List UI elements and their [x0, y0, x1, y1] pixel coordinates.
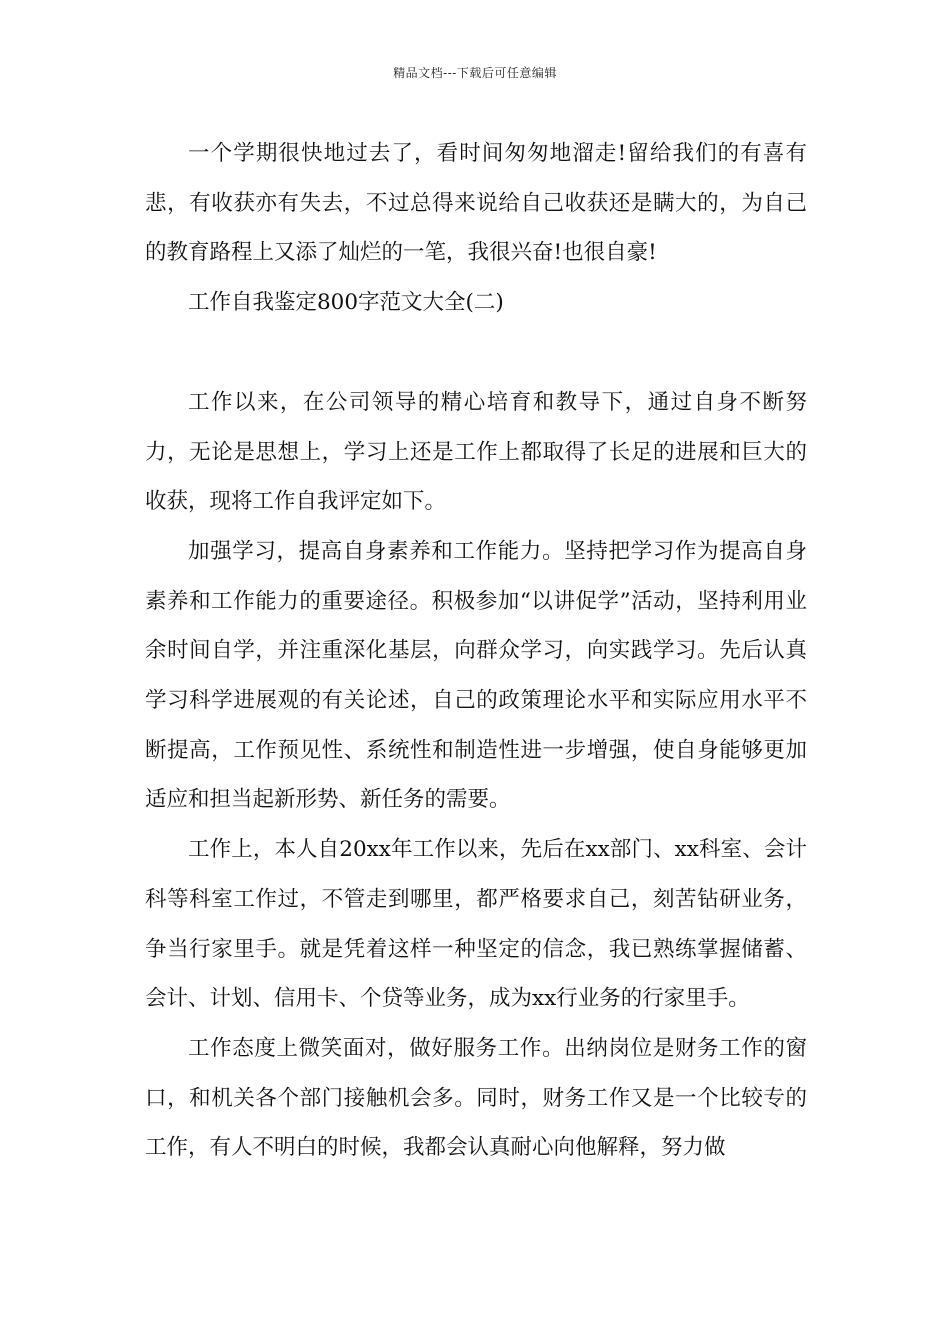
paragraph-study: 加强学习，提高自身素养和工作能力。坚持把学习作为提高自身素养和工作能力的重要途径。积极参加“以讲促学”活动，坚持利用业余时间自学，并注重深化基层，向群众学习，向实践学习。先后认真学习科学进展观的有关论述，自己的政策理论水平和实际应用水平不断提高，工作预见性、系统性和制造性进一步增强，使自身能够更加适应和担当起新形势、新任务的需要。 [145, 538, 807, 813]
page-header: 精品文档---下载后可任意编辑 [393, 66, 557, 80]
paragraph-intro: 一个学期很快地过去了，看时间匆匆地溜走!留给我们的有喜有悲，有收获亦有失去，不过总得来说给自己收获还是瞒大的，为自己的教育路程上又添了灿烂的一笔，我很兴奋!也很自豪! [145, 141, 807, 266]
section-title: 工作自我鉴定800字范文大全(二) [188, 290, 504, 316]
paragraph-attitude: 工作态度上微笑面对，做好服务工作。出纳岗位是财务工作的窗口，和机关各个部门接触机会多。同时，财务工作又是一个比较专的工作，有人不明白的时候，我都会认真耐心向他解释，努力做 [145, 1035, 807, 1161]
document-body [145, 129, 807, 1173]
paragraph-work-since: 工作以来，在公司领导的精心培育和教导下，通过自身不断努力，无论是思想上，学习上还是工作上都取得了长足的进展和巨大的收获，现将工作自我评定如下。 [145, 389, 807, 515]
paragraph-work: 工作上，本人自20xx年工作以来，先后在xx部门、xx科室、会计科等科室工作过，不管走到哪里，都严格要求自己，刻苦钻研业务，争当行家里手。就是凭着这样一种坚定的信念，我已熟练掌握储蓄、会计、计划、信用卡、个贷等业务，成为xx行业务的行家里手。 [145, 837, 807, 1012]
